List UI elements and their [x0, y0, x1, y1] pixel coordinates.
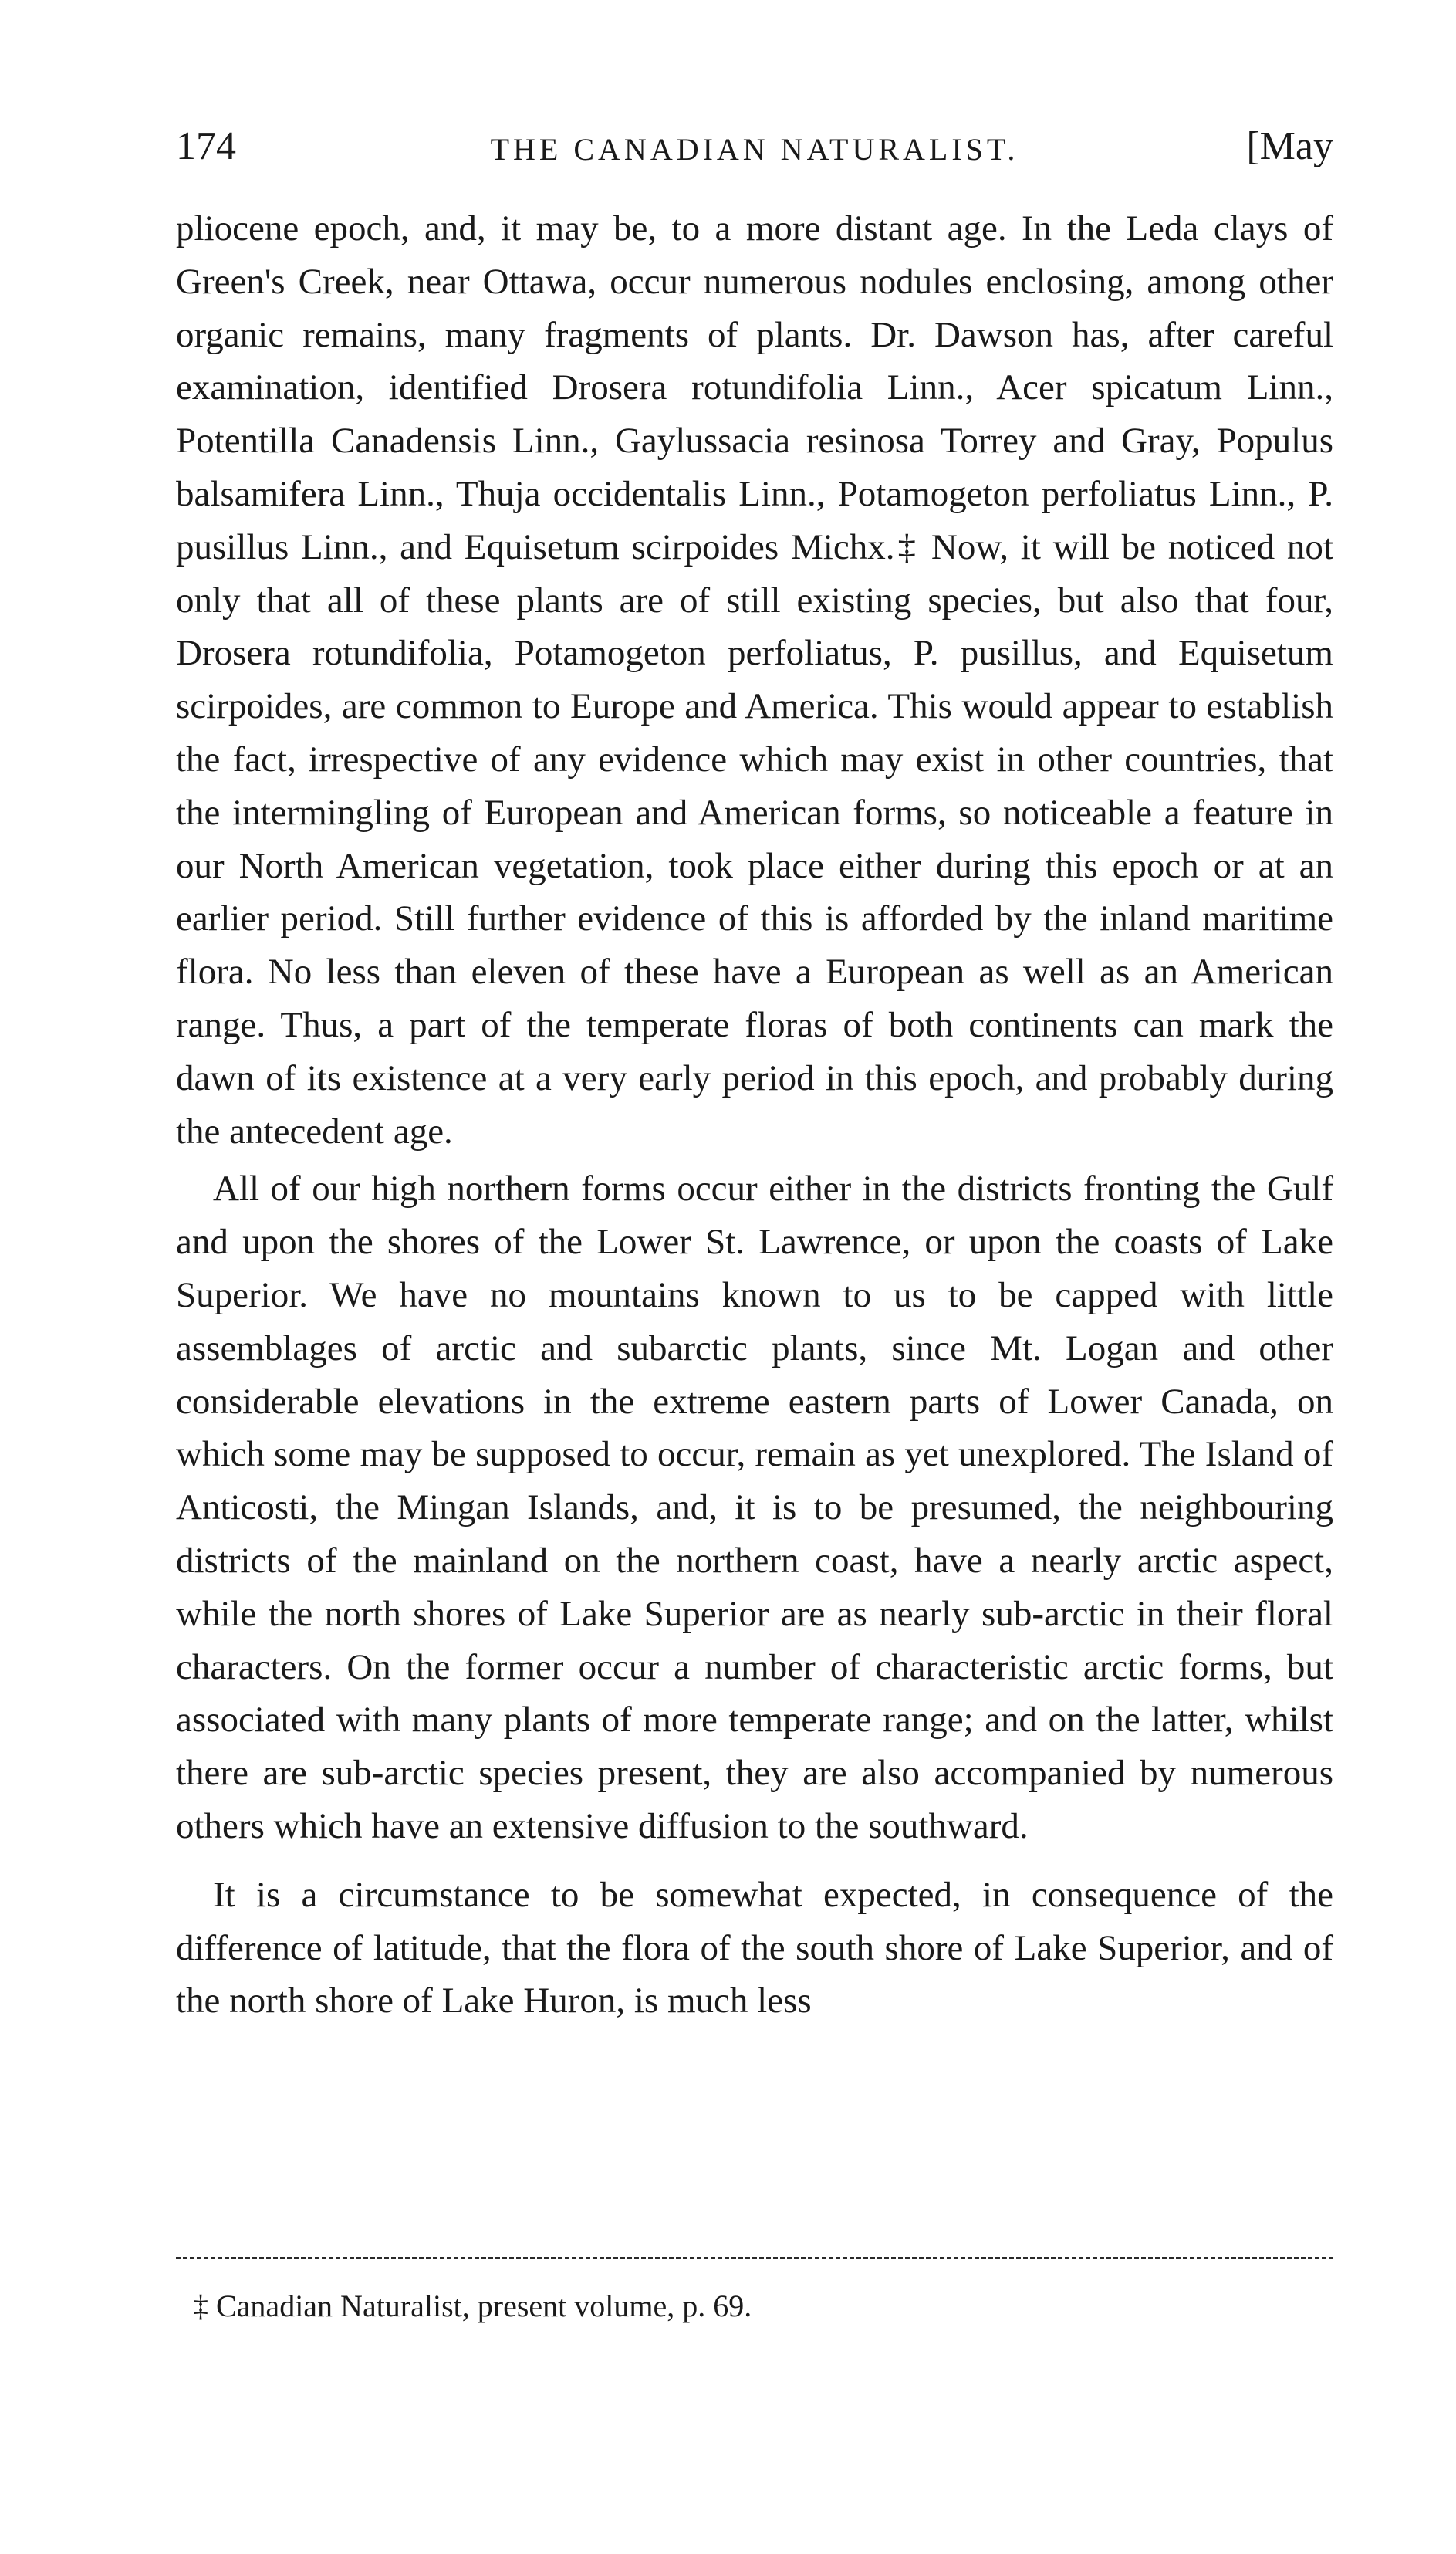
paragraph-fossil-plants: pliocene epoch, and, it may be, to a more distant age. In the Leda clays of Green's Creek, near Ottawa, occur numerous nodules enclosing, among other organic remains, many fragments of plants. Dr. Dawson has, after careful examination, identified Drosera rotundifolia Linn., Acer spicatum Linn., Potentilla Canadensis Linn., Gaylussacia resinosa Torrey and Gray, Populus balsamifera Linn., Thuja occidentalis Linn., Potamogeton perfoliatus Linn., P. pusillus Linn., and Equisetum scirpoides Michx.‡ Now, it will be noticed not only that all of these plants are of still existing species, but also that four, Drosera rotundifolia, Potamogeton perfoliatus, P. pusillus, and Equisetum scirpoides, are common to Europe and America. This would appear to establish the fact, irrespective of any evidence which may exist in other countries, that the intermingling of European and American forms, so noticeable a feature in our North American vegetation, took place either during this epoch or at an earlier period. Still further evidence of this is afforded by the inland maritime flora. No less than eleven of these have a European as well as an American range. Thus, a part of the temperate floras of both continents can mark the dawn of its existence at a very early period in this epoch, and probably during the antecedent age. — [176, 208, 1333, 1152]
footnote: ‡ Canadian Naturalist, present volume, p. 69. — [193, 2288, 752, 2323]
page-header — [176, 123, 1333, 185]
paragraph-lake-superior: It is a circumstance to be somewhat expected, in consequence of the difference of latitude, that the flora of the south shore of Lake Superior, and of the north shore of Lake Huron, is much less — [176, 1874, 1333, 2021]
body-text — [176, 202, 1333, 2028]
running-title: THE CANADIAN NATURALIST. — [490, 132, 1019, 167]
issue-month: [May — [1246, 124, 1333, 168]
footnote-divider — [176, 2257, 1333, 2259]
paragraph-northern-forms: All of our high northern forms occur either in the districts fronting the Gulf and upon the shores of the Lower St. Lawrence, or upon the coasts of Lake Superior. We have no mountains known to us to be capped with little assemblages of arctic and subarctic plants, since Mt. Logan and other considerable elevations in the extreme eastern parts of Lower Canada, on which some may be supposed to occur, remain as yet unexplored. The Island of Anticosti, the Mingan Islands, and, it is to be presumed, the neighbouring districts of the mainland on the northern coast, have a nearly arctic aspect, while the north shores of Lake Superior are as nearly sub-arctic in their floral characters. On the former occur a number of characteristic arctic forms, but associated with many plants of more temperate range; and on the latter, whilst there are sub-arctic species present, they are also accompanied by numerous others which have an extensive diffusion to the southward. — [176, 1169, 1333, 1846]
page-number: 174 — [176, 124, 236, 168]
